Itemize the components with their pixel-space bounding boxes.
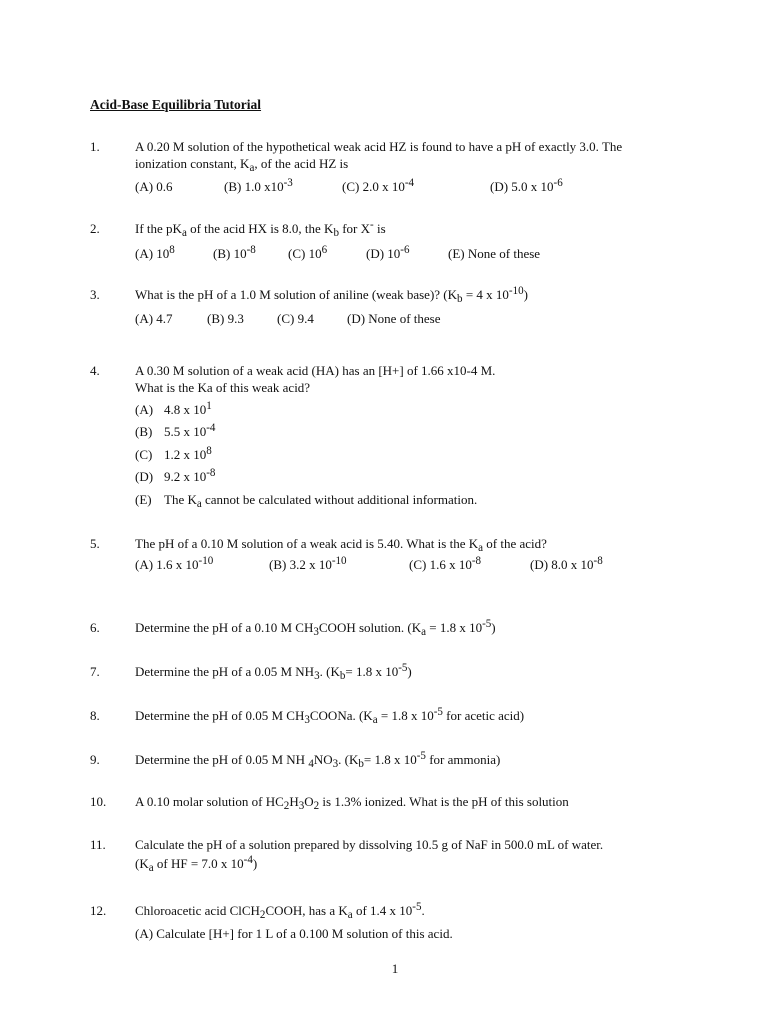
choice-b-label: (B): [135, 424, 153, 439]
choice-c: 1.2 x $10^8$: [164, 445, 212, 462]
question-text: Determine the pH of a 0.05 M $NH_3$. ($K_b= 1.8$ x $10^{-5}$): [135, 662, 412, 682]
question-text: What is the Ka of this weak acid?: [135, 380, 311, 395]
question-text: Chloroacetic acid ClCH$_2$COOH, has a $K_a$ of 1.4 x $10^{-5}$.: [135, 901, 425, 921]
choice-a: (A) 4.7: [135, 311, 173, 326]
question-number: 2.: [90, 221, 100, 236]
choice-a-label: (A): [135, 402, 154, 417]
question-text: A 0.20 M solution of the hypothetical weak acid HZ is found to have a pH of exactly 3.0. The: [135, 139, 623, 154]
choice-a: (A) $10^8$: [135, 244, 175, 261]
choice-d-label: (D): [135, 469, 154, 484]
choice-b: (B) 3.2 x $10^{-10}$: [269, 555, 347, 572]
question-number: 3.: [90, 287, 100, 302]
question-number: 8.: [90, 708, 100, 723]
choice-a: (A) 0.6: [135, 179, 173, 194]
choice-e: The $K_a$ cannot be calculated without additional information.: [164, 492, 478, 510]
page-number: 1: [391, 961, 399, 976]
choice-d: 9.2 x $10^{-8}$: [164, 467, 216, 484]
question-text: Calculate the pH of a solution prepared by dissolving 10.5 g of NaF in 500.0 mL of water.: [135, 837, 604, 852]
question-text: A 0.30 M solution of a weak acid (HA) has an [H+] of 1.66 x10-4 M.: [135, 363, 496, 378]
choice-b: (B) $10^{-8}$: [213, 244, 256, 261]
question-number: 9.: [90, 752, 100, 767]
question-number: 12.: [90, 903, 107, 918]
question-text: Determine the pH of a 0.10 M $CH_3COOH$ solution. ($K_a = 1.8$ x $10^{-5}$): [135, 618, 496, 638]
question-text: If the $pK_a$ of the acid HX is 8.0, the $K_b$ for X- is: [135, 219, 386, 239]
choice-c: (C) 2.0 x $10^{-4}$: [342, 177, 415, 194]
question-number: 4.: [90, 363, 100, 378]
page-title: Acid-Base Equilibria Tutorial: [90, 97, 262, 112]
choice-e-label: (E): [135, 492, 152, 507]
choice-d: (D) 8.0 x $10^{-8}$: [530, 555, 603, 572]
choice-d: (D) 5.0 x $10^{-6}$: [490, 177, 563, 194]
question-text: ($K_a$ of HF = 7.0 x $10^{-4}$): [135, 854, 258, 874]
choice-c-label: (C): [135, 447, 153, 462]
question-text: ionization constant, $K_a$, of the acid HZ is: [135, 156, 349, 174]
choice-b: (B) 1.0 $x10^{-3}$: [224, 177, 293, 194]
question-text: What is the pH of a 1.0 M solution of aniline (weak base)? ($K_b = 4$ x $10^{-10}$): [135, 285, 528, 305]
question-text: Determine the pH of 0.05 M $CH_3COONa$. ($K_a = 1.8$ x $10^{-5}$ for acetic acid): [135, 706, 525, 726]
choice-e: (E) None of these: [448, 246, 541, 261]
question-text: A 0.10 molar solution of $HC_2H_3O_2$ is 1.3% ionized. What is the pH of this solution: [135, 794, 569, 812]
choice-b: (B) 9.3: [207, 311, 244, 326]
question-number: 7.: [90, 664, 100, 679]
choice-a: 4.8 x $10^1$: [164, 400, 212, 417]
choice-c: (C) $10^6$: [288, 244, 328, 261]
choice-c: (C) 1.6 x $10^{-8}$: [409, 555, 482, 572]
choice-a: (A) 1.6 x $10^{-10}$: [135, 555, 214, 572]
question-number: 5.: [90, 536, 100, 551]
question-number: 6.: [90, 620, 100, 635]
question-number: 10.: [90, 794, 107, 809]
question-part-a: (A) Calculate [H+] for 1 L of a 0.100 M solution of this acid.: [135, 926, 453, 941]
question-text: Determine the pH of 0.05 M NH $_4NO_3$. ($K_b= 1.8$ x $10^{-5}$ for ammonia): [135, 750, 501, 770]
choice-d: (D) None of these: [347, 311, 441, 326]
choice-d: (D) $10^{-6}$: [366, 244, 410, 261]
question-number: 11.: [90, 837, 106, 852]
question-number: 1.: [90, 139, 100, 154]
choice-c: (C) 9.4: [277, 311, 314, 326]
choice-b: 5.5 x $10^{-4}$: [164, 422, 216, 439]
question-text: The pH of a 0.10 M solution of a weak acid is 5.40. What is the $K_a$ of the acid?: [135, 536, 547, 554]
